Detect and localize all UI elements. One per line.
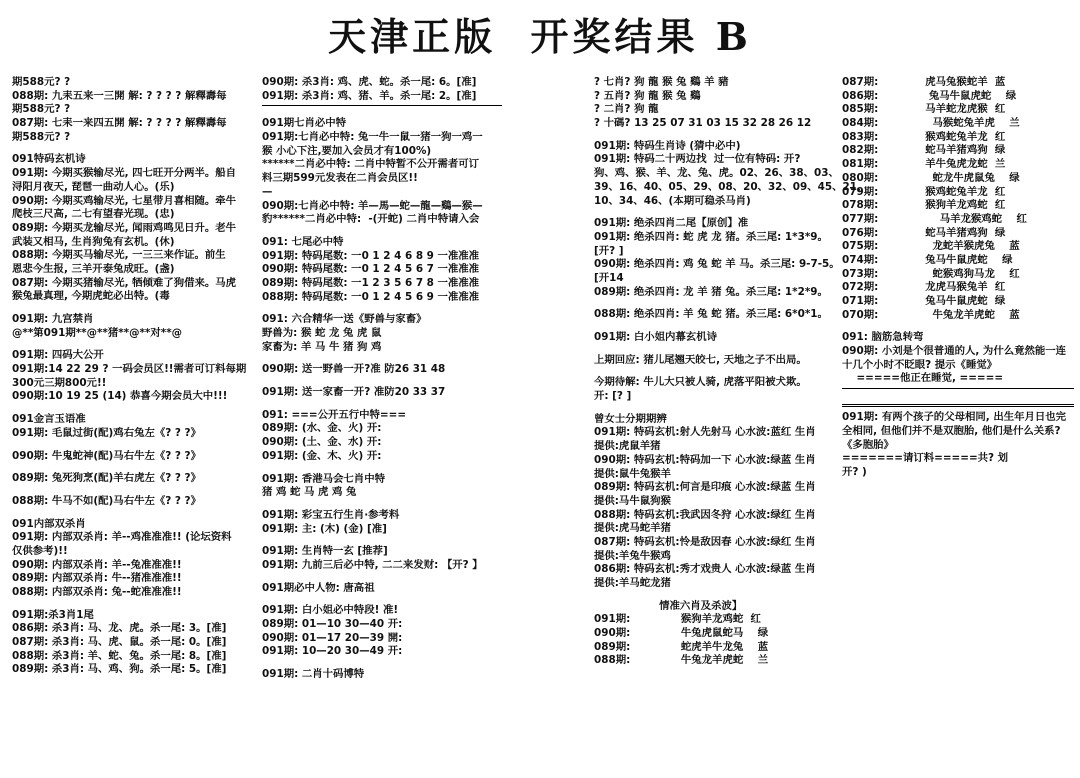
text-block [262, 313, 502, 354]
text-block [262, 668, 502, 682]
text-line: 期588元? ? [12, 76, 71, 88]
text-line: 089期: 今期买龙输尽光, 闻雨鸡鸣见日升。老牛 [12, 221, 237, 234]
text-block [12, 349, 250, 404]
text-line: 提供:鼠牛兔猴羊 [594, 467, 671, 480]
block-gap [594, 208, 834, 217]
text-line: 091期: 特码二十两边找 过一位有特码: 开? [594, 153, 801, 166]
text-line: 091内部双杀肖 [12, 517, 86, 530]
text-line: 080期: 蛇龙牛虎鼠兔 绿 [842, 171, 1020, 184]
text-line: 武装又相马, 生肖狗兔有玄机。(休) [12, 235, 175, 248]
text-line: 091: 六合精华一送《野兽与家畜》 [262, 313, 427, 326]
block-gap [12, 509, 250, 518]
text-line: 091期: 毛鼠过街(配)鸡右兔左《? ? ?》 [12, 426, 201, 439]
text-line: 088期: 绝杀四肖: 羊 兔 蛇 猪。杀三尾: 6*0*1。 [594, 308, 828, 321]
column-2 [262, 76, 502, 776]
text-line: 091特码玄机诗 [12, 153, 86, 166]
text-line: 091期:七肖必中特: 兔一牛一鼠一猪一狗一鸡一 [262, 131, 483, 144]
text-line: 091期: (金、木、火) 开: [262, 449, 382, 462]
text-line: 十几个小时不眨眼? 提示《睡觉》 [842, 358, 998, 371]
text-line: 091期: 特码玄机:射人先射马 心水波:蓝红 生肖 [594, 426, 816, 439]
text-line: 089期: (水、金、火) 开: [262, 422, 382, 435]
text-line: 091金言玉语准 [12, 413, 86, 426]
block-gap [594, 404, 834, 413]
text-line: 091期: 九前三后必中特, 二二来发财: 【开? 】 [262, 558, 483, 571]
text-line: 089期: 杀3肖: 马、鸡、狗。杀一尾: 5。[准] [12, 663, 227, 676]
text-line: 090期: 牛鬼蛇神(配)马右牛左《? ? ?》 [12, 449, 201, 462]
text-line: 仅供参考)!! [12, 544, 68, 557]
text-line: 091: 七尾必中特 [262, 235, 344, 248]
text-block [842, 76, 1074, 322]
text-line: 期588元? ? [12, 103, 71, 116]
text-block [262, 545, 502, 572]
text-line: 091期: 绝杀四肖二尾【原创】准 [594, 217, 749, 230]
text-line: 088期: 特码尾数: 一0 1 2 4 5 6 9 一准准准 [262, 290, 480, 303]
text-line: 072期: 龙虎马猴兔羊 红 [842, 281, 1006, 294]
text-line: — [262, 185, 273, 198]
page-title: 天津正版 开奖结果 B [328, 14, 752, 59]
text-line: 上期回应: 猪儿尾翘天皎七, 天地之子不出局。 [594, 353, 807, 366]
block-gap [262, 500, 502, 509]
text-line: 084期: 马猴蛇兔羊虎 兰 [842, 117, 1020, 130]
text-line: 090期: 小刘是个很普通的人, 为什么竟然能一连 [842, 345, 1067, 358]
block-gap [262, 659, 502, 668]
text-block [594, 308, 834, 322]
text-line: 091期: 特码生肖诗 (猜中必中) [594, 139, 741, 152]
text-line: 082期: 蛇马羊猪鸡狗 绿 [842, 144, 1006, 157]
text-line: 091: 脑筋急转弯 [842, 331, 924, 344]
text-block [12, 153, 250, 304]
text-line: 087期: 今期买猪输尽光, 牺倾难了狗借来。马虎 [12, 276, 237, 289]
text-line: 089期: 绝杀四肖: 龙 羊 猪 兔。杀三尾: 1*2*9。 [594, 285, 828, 298]
text-block [262, 409, 502, 464]
text-line: 090期: 01—17 20—39 開: [262, 631, 403, 644]
text-block [842, 331, 1074, 386]
text-line: 提供:马牛鼠狗猴 [594, 494, 671, 507]
text-line: 今期待解: 牛儿大只被人骑, 虎落平阳被犬欺。 [594, 376, 807, 389]
text-line: 爬枝三尺高, 二七有望春光现。(忠) [12, 208, 175, 221]
text-line: 088期: 牛兔龙羊虎蛇 兰 [594, 654, 769, 667]
text-line: 开: [? ] [594, 390, 632, 403]
text-block [594, 331, 834, 345]
text-line: 085期: 马羊蛇龙虎猴 红 [842, 103, 1006, 116]
text-line: 全相同, 但他们并不是双胞胎, 他们是什么关系? [842, 424, 1061, 437]
text-line: 091期: 有两个孩子的父母相同, 出生年月日也完 [842, 411, 1067, 424]
text-block [262, 363, 502, 377]
text-line: 091期: 香港马会七肖中特 [262, 472, 385, 485]
text-line: =======请订料=====共? 划 [842, 452, 1009, 465]
text-line: 091期: 白小姐内幕玄机诗 [594, 331, 717, 343]
text-block [842, 411, 1074, 479]
text-line: 091期: 内部双杀肖: 羊--鸡准准准!! (论坛资料 [12, 531, 232, 544]
text-line: 期588元? ? [12, 130, 71, 143]
block-gap [12, 304, 250, 313]
text-line: ? 五肖? 狗 龍 猴 兔 鷄 [594, 89, 701, 102]
text-line: 091期: 彩宝五行生肖·参考料 [262, 508, 400, 521]
block-gap [262, 464, 502, 473]
text-line: ******二肖必中特: 二肖中特暂不公开需者可订 [262, 158, 480, 171]
section-divider [262, 105, 502, 106]
text-line: 088期: 特码玄机:我武因冬狩 心水波:绿红 生肖 [594, 508, 816, 521]
text-line: 089期: 特码玄机:何言是印痕 心水波:绿蓝 生肖 [594, 481, 816, 494]
text-line: 075期: 龙蛇羊猴虎兔 蓝 [842, 240, 1020, 253]
text-line: 081期: 羊牛兔虎龙蛇 兰 [842, 158, 1006, 171]
block-gap [262, 536, 502, 545]
text-line: 情准六肖及杀波】 [594, 599, 743, 612]
text-line: 090期: 内部双杀肖: 羊--兔准准准!! [12, 558, 182, 571]
text-block [12, 450, 250, 464]
text-line: 091期:杀3肖1尾 [12, 608, 94, 621]
text-line: 091期必中人物: 唐高祖 [262, 581, 375, 594]
text-line: 恩悲今生报, 三羊开泰兔成旺。(盏) [12, 262, 175, 275]
text-line: 089期: 特码尾数: 一1 2 3 5 6 7 8 一准准准 [262, 276, 480, 289]
text-line: 087期: 七耒一来四五開 解: ? ? ? ? 解釋壽每 [12, 117, 227, 130]
text-block [12, 413, 250, 440]
text-line: 091期: 杀3肖: 鸡、猪、羊。杀一尾: 2。[准] [262, 89, 477, 102]
text-line: 089期: 兔死狗烹(配)羊右虎左《? ? ?》 [12, 472, 201, 485]
text-line: 089期: 01—10 30—40 开: [262, 618, 403, 630]
text-line: 091期: 10—20 30—49 开: [262, 645, 403, 658]
text-line: 091期七肖必中特 [262, 117, 347, 130]
column-1 [12, 76, 250, 776]
text-block [594, 600, 834, 668]
text-line: 090期: (土、金、水) 开: [262, 436, 382, 449]
text-line: ? 十碼? 13 25 07 31 03 15 32 28 26 12 [594, 117, 812, 130]
text-line: 10、34、46、(本期可稳杀马肖) [594, 194, 751, 207]
text-line: 089期: 内部双杀肖: 牛--猪准准准!! [12, 572, 182, 585]
text-line: 提供:羊马蛇龙猪 [594, 577, 671, 589]
block-gap [12, 404, 250, 413]
text-block [12, 76, 250, 144]
text-line: 提供:虎马蛇羊猪 [594, 522, 671, 535]
text-line: 087期: 特码玄机:怜是敌因春 心水波:绿红 生肖 [594, 535, 816, 548]
text-line: 086期: 兔马牛鼠虎蛇 绿 [842, 89, 1017, 102]
block-gap [262, 304, 502, 313]
text-block [262, 386, 502, 400]
text-block [594, 376, 834, 403]
text-block [262, 582, 502, 596]
text-line: 浔阳月夜天, 琵琶一曲动人心。(乐) [12, 180, 175, 193]
text-line: 091期:14 22 29 ? 一码会员区!!需者可订料每期 [12, 363, 247, 376]
text-block [262, 473, 502, 500]
text-line: ? 七肖? 狗 龍 猴 兔 鷄 羊 豬 [594, 76, 729, 88]
text-block [12, 472, 250, 486]
block-gap [12, 463, 250, 472]
text-line: 090期:10 19 25 (14) 恭喜今期会员大中!!! [12, 390, 228, 403]
text-line: 088期: 九耒五来一三開 解: ? ? ? ? 解釋壽每 [12, 89, 227, 102]
text-line: 079期: 猴鸡蛇兔羊龙 红 [842, 185, 1006, 198]
text-line: 090期:七肖必中特: 羊—馬—蛇—龍—鷄—猴— [262, 199, 483, 212]
text-line: 078期: 猴狗羊龙鸡蛇 红 [842, 199, 1006, 212]
text-line: 091期: 白小姐必中特段! 准! [262, 604, 399, 617]
block-gap [12, 486, 250, 495]
text-line: 豹******二肖必中特: -(开蛇) 二肖中特请入会 [262, 213, 480, 226]
block-gap [594, 322, 834, 331]
text-line: 077期: 马羊龙猴鸡蛇 红 [842, 212, 1027, 225]
block-gap [594, 591, 834, 600]
text-line: 《多胞胎》 [842, 438, 894, 451]
text-line: 090期: 特码尾数: 一0 1 2 4 5 6 7 一准准准 [262, 263, 480, 276]
text-line: 070期: 牛兔龙羊虎蛇 蓝 [842, 308, 1020, 321]
text-line: 071期: 兔马牛鼠虎蛇 绿 [842, 295, 1006, 307]
text-line: 091期: 今期买猴输尽光, 四七旺开分两半。船自 [12, 167, 237, 180]
text-line: 090期: 牛兔虎鼠蛇马 绿 [594, 627, 769, 640]
text-line: 090期: 杀3肖: 鸡、虎、蛇。杀一尾: 6。[准] [262, 76, 477, 88]
text-line: [开14 [594, 271, 624, 284]
text-line: 073期: 蛇猴鸡狗马龙 红 [842, 267, 1020, 280]
text-line: 野兽为: 猴 蛇 龙 兔 虎 鼠 [262, 327, 382, 339]
text-line: 料三期599元发表在二肖会员区!! [262, 172, 418, 185]
text-block [262, 236, 502, 304]
text-line: 076期: 蛇马羊猪鸡狗 绿 [842, 226, 1006, 239]
text-line: ? 二肖? 狗 龍 [594, 103, 659, 116]
text-line: 猴兔最真理, 今期虎蛇必出特。(毒 [12, 290, 170, 303]
text-line: 开? ) [842, 465, 867, 478]
block-gap [262, 377, 502, 386]
block-gap [262, 400, 502, 409]
text-line: 088期: 牛马不如(配)马右牛左《? ? ?》 [12, 494, 201, 507]
text-block [12, 313, 250, 340]
block-gap [262, 573, 502, 582]
text-line: 074期: 兔马牛鼠虎蛇 绿 [842, 253, 1013, 266]
text-line: 091期: 绝杀四肖: 蛇 虎 龙 猪。杀三尾: 1*3*9。 [594, 230, 828, 243]
text-line: 家畜为: 羊 马 牛 猪 狗 鸡 [262, 340, 382, 353]
text-line: 091期: 猴狗羊龙鸡蛇 红 [594, 613, 761, 626]
text-line: 091期: 主: (木) (金) [准] [262, 522, 387, 535]
text-line: 091期: 二肖十码博特 [262, 668, 365, 681]
text-block [12, 518, 250, 600]
text-line: 091期: 送一家畜一开? 准防20 33 37 [262, 386, 446, 399]
text-block [262, 509, 502, 536]
text-line: 088期: 杀3肖: 羊、蛇、兔。杀一尾: 8。[准] [12, 649, 227, 662]
block-gap [842, 391, 1074, 400]
text-line: 猴 小心下注,要加入会员才有100%) [262, 144, 432, 157]
block-gap [594, 131, 834, 140]
text-line: 087期: 杀3肖: 马、虎、鼠。杀一尾: 0。[准] [12, 636, 227, 649]
text-line: 086期: 特码玄机:秀才戏贵人 心水波:绿蓝 生肖 [594, 563, 816, 576]
column-4 [842, 76, 1074, 776]
section-divider [842, 404, 1074, 407]
text-line: 090期: 绝杀四肖: 鸡 兔 蛇 羊 马。杀三尾: 9-7-5。 [594, 258, 840, 271]
text-line: 091期: 特码尾数: 一0 1 2 4 6 8 9 一准准准 [262, 249, 480, 262]
text-line: 087期: 虎马兔猴蛇羊 蓝 [842, 76, 1006, 88]
block-gap [12, 441, 250, 450]
text-block [262, 604, 502, 659]
text-line: =====他正在睡觉, ===== [842, 372, 1004, 385]
text-line: 300元三期800元!! [12, 376, 107, 389]
text-line: 39、16、40、05、29、08、20、32、09、45、21、 [594, 180, 868, 193]
block-gap [262, 595, 502, 604]
text-block [262, 76, 502, 103]
text-line: 091期: 四码大公开 [12, 349, 104, 362]
text-line: 091期: 九宫禁肖 [12, 313, 94, 325]
text-line: 088期: 今期买马输尽光, 一三三来作证。前生 [12, 249, 226, 262]
block-gap [594, 345, 834, 354]
text-line: 猪 鸡 蛇 马 虎 鸡 兔 [262, 486, 357, 499]
block-gap [12, 600, 250, 609]
section-divider [842, 388, 1074, 389]
text-line: 090期: 今期买鸡输尽光, 七星带月喜相随。牵牛 [12, 194, 237, 207]
text-line: 提供:羊兔牛猴鸡 [594, 549, 671, 562]
text-line: 狗、鸡、猴、羊、龙、兔、虎。02、26、38、03、 [594, 167, 839, 180]
text-line: 089期: 蛇虎羊牛龙兔 蓝 [594, 640, 769, 653]
text-line: [开? ] [594, 244, 624, 257]
text-block [12, 495, 250, 509]
text-line: 083期: 猴鸡蛇兔羊龙 红 [842, 130, 1006, 143]
text-block [594, 76, 834, 131]
text-line: 曾女士分期期辨 [594, 412, 667, 425]
text-line: 086期: 杀3肖: 马、龙、虎。杀一尾: 3。[准] [12, 622, 227, 635]
text-line: 090期: 送一野兽一开?准 防26 31 48 [262, 363, 446, 376]
text-block [594, 139, 868, 208]
text-line: 091: ===公开五行中特=== [262, 408, 407, 421]
text-block [594, 354, 834, 368]
text-block [12, 609, 250, 677]
text-block [594, 217, 840, 299]
text-line: @**第091期**@**猪**@**对**@ [12, 326, 183, 339]
block-gap [594, 299, 834, 308]
text-line: 提供:虎鼠羊猪 [594, 440, 661, 453]
text-line: 090期: 特码玄机:特码加一下 心水波:绿蓝 生肖 [594, 453, 816, 466]
text-line: 088期: 内部双杀肖: 兔--蛇准准准!! [12, 586, 182, 598]
text-block [594, 413, 834, 591]
text-line: 091期: 生肖特一玄 [推荐] [262, 545, 388, 558]
block-gap [262, 227, 502, 236]
text-block [262, 117, 502, 227]
